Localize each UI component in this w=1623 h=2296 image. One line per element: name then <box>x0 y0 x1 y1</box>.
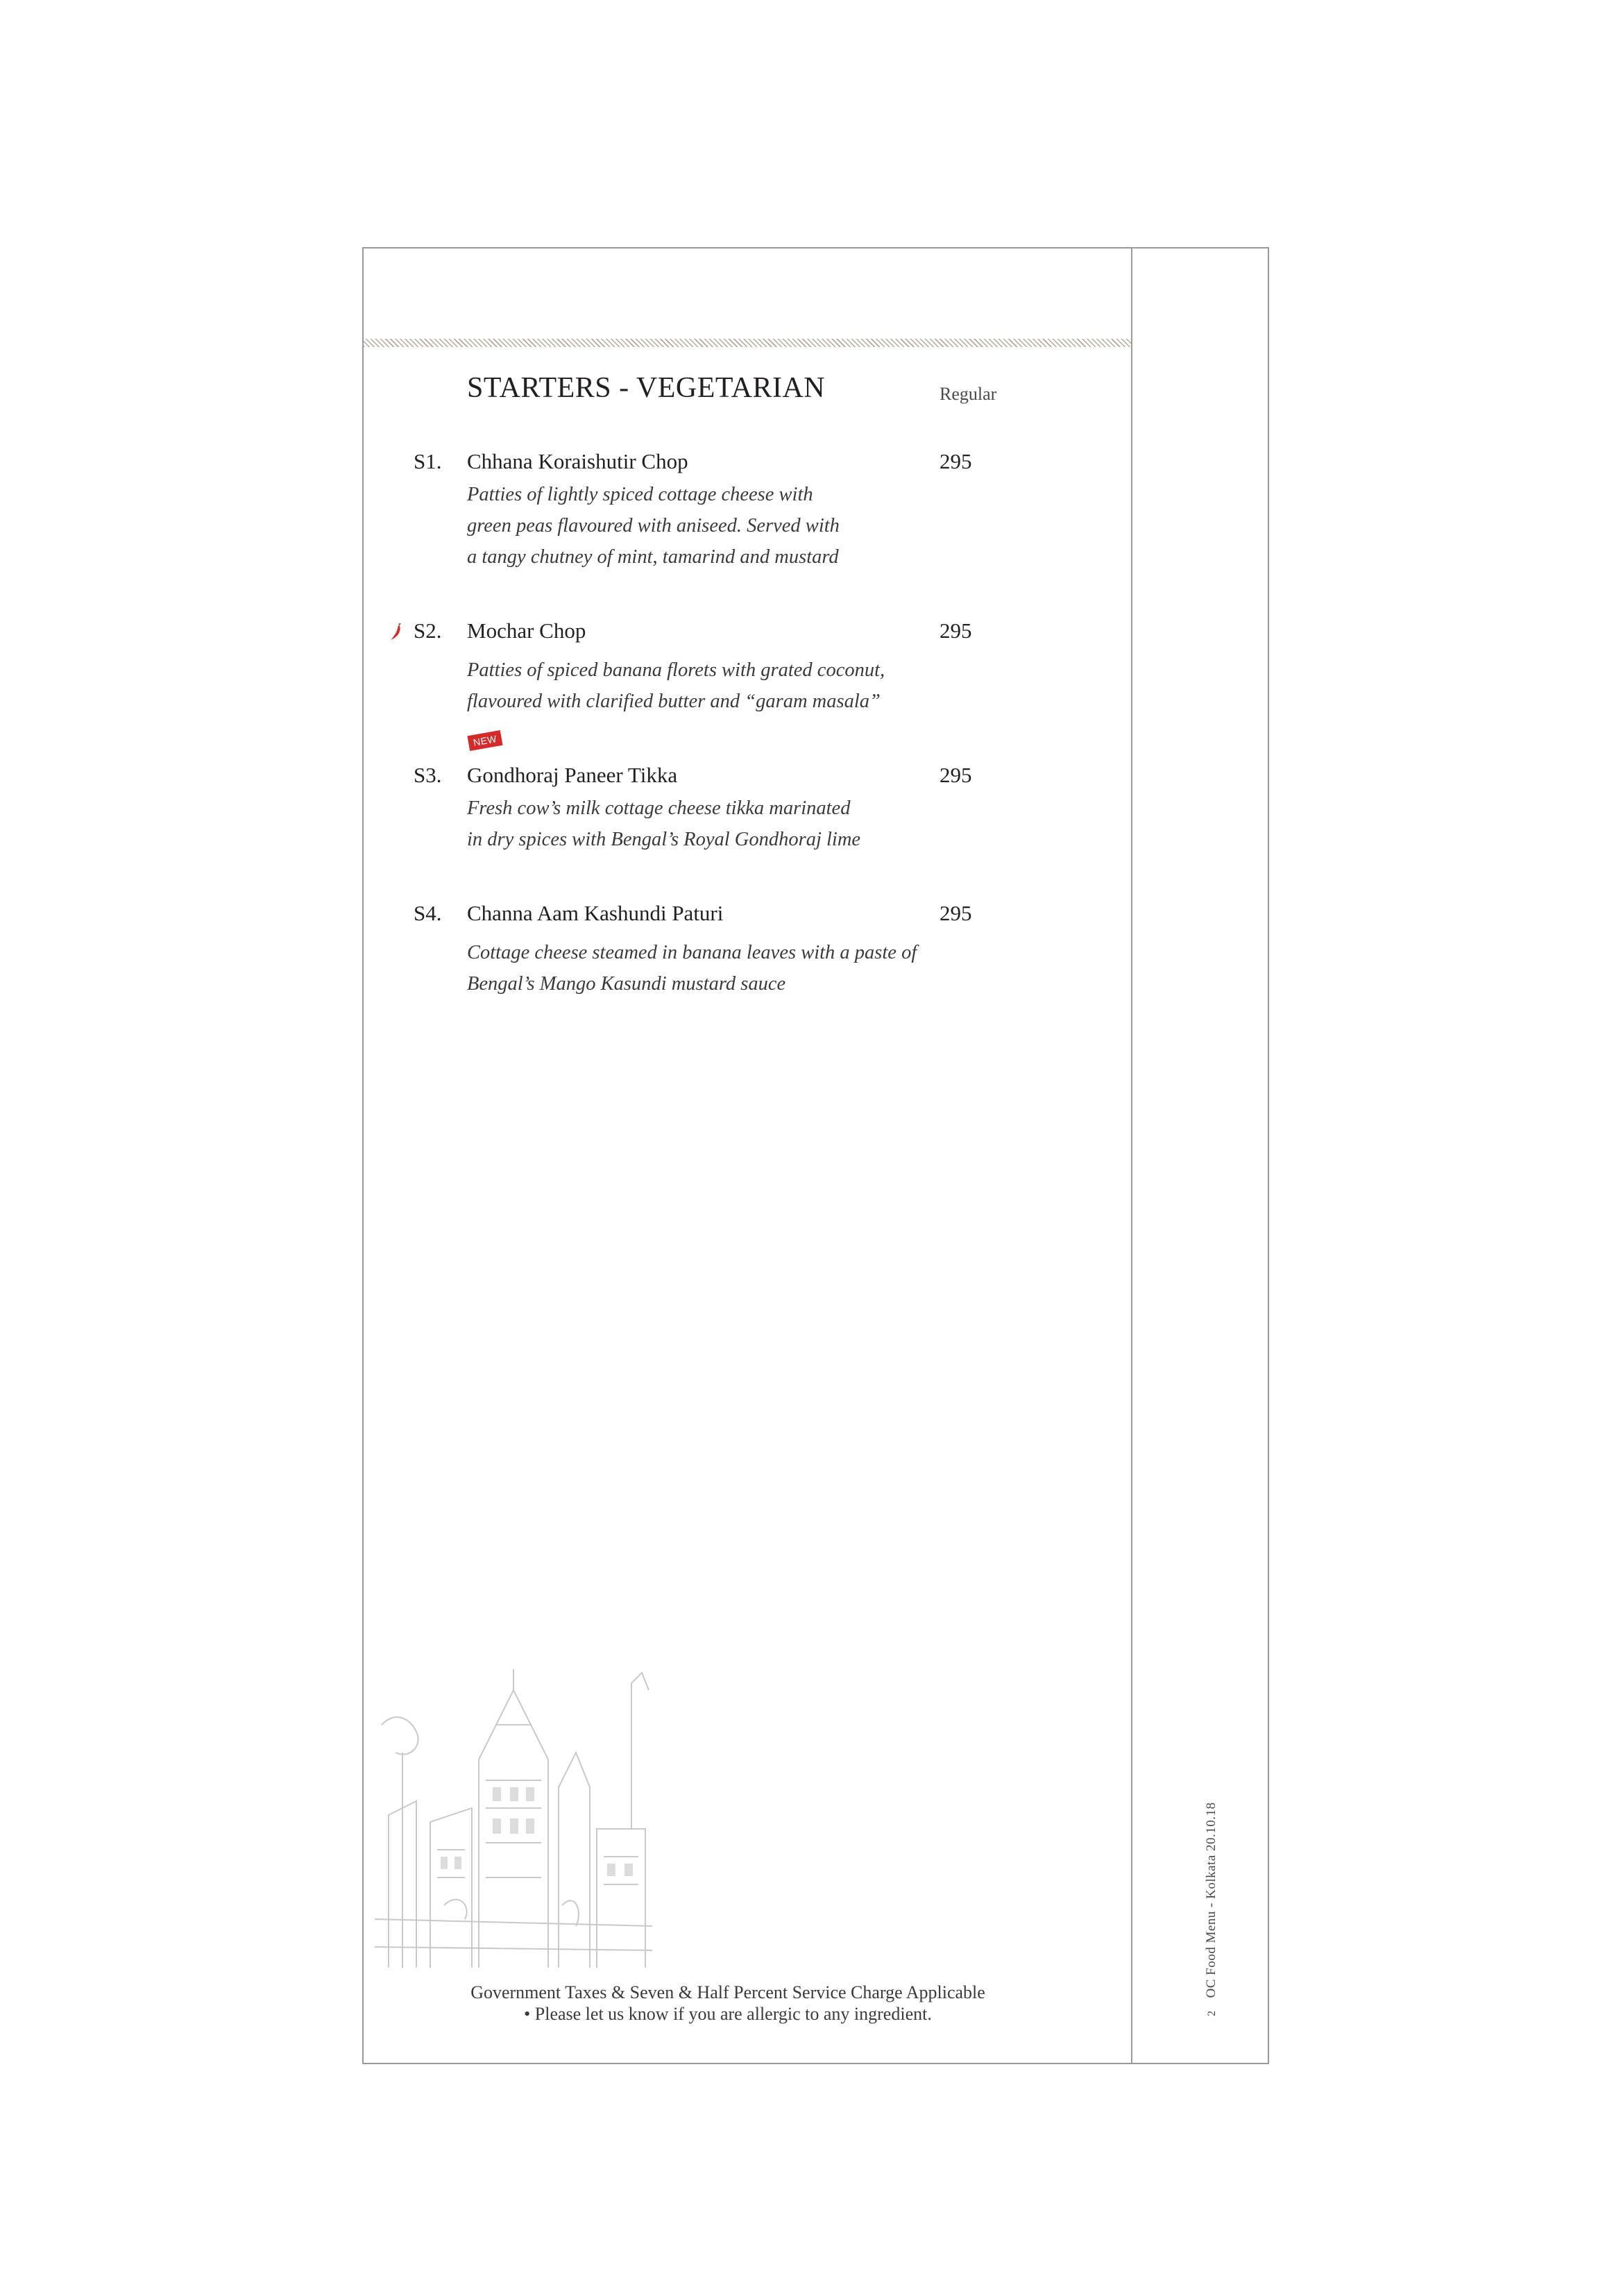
side-column-divider <box>1131 247 1132 2064</box>
description-line: Bengal’s Mango Kasundi mustard sauce <box>467 973 786 995</box>
item-price: 295 <box>940 449 972 473</box>
item-name: Channa Aam Kashundi Paturi <box>467 901 724 925</box>
description-line: in dry spices with Bengal’s Royal Gondhoraj lime <box>467 829 861 850</box>
price-column-label: Regular <box>940 384 997 404</box>
new-badge: NEW <box>467 730 502 751</box>
description-line: green peas flavoured with aniseed. Served with <box>467 515 840 537</box>
item-description <box>467 937 917 999</box>
item-price: 295 <box>940 618 972 643</box>
footer-notice <box>364 1982 1092 2025</box>
description-line: Fresh cow’s milk cottage cheese tikka marinated <box>467 797 851 819</box>
item-description <box>467 793 860 855</box>
building-sketch-illustration <box>375 1641 652 1968</box>
page-number: 2 <box>1206 2010 1218 2016</box>
section-title: STARTERS - VEGETARIAN <box>467 372 826 404</box>
chili-pepper-icon <box>389 623 403 641</box>
description-line: Patties of lightly spiced cottage cheese with <box>467 484 813 505</box>
description-line: Cottage cheese steamed in banana leaves with a paste of <box>467 942 917 963</box>
menu-version-label: OC Food Menu - Kolkata 20.10.18 <box>1204 1802 1218 1998</box>
item-name: Chhana Koraishutir Chop <box>467 449 688 473</box>
item-code: S2. <box>414 618 442 643</box>
item-name: Mochar Chop <box>467 618 586 643</box>
item-code: S1. <box>414 449 442 473</box>
item-description <box>467 479 840 573</box>
item-code: S3. <box>414 763 442 787</box>
description-line: flavoured with clarified butter and “garam masala” <box>467 691 881 712</box>
side-caption <box>1204 1802 1219 2016</box>
item-price: 295 <box>940 901 972 925</box>
description-line: Patties of spiced banana florets with grated coconut, <box>467 659 885 681</box>
item-name: Gondhoraj Paneer Tikka <box>467 763 678 787</box>
decorative-hatch-border <box>364 339 1131 347</box>
item-price: 295 <box>940 763 972 787</box>
item-code: S4. <box>414 901 442 925</box>
allergy-notice: • Please let us know if you are allergic to any ingredient. <box>524 2004 932 2024</box>
description-line: a tangy chutney of mint, tamarind and mustard <box>467 546 839 568</box>
tax-notice: Government Taxes & Seven & Half Percent Service Charge Applicable <box>470 1982 985 2002</box>
item-description <box>467 655 885 717</box>
